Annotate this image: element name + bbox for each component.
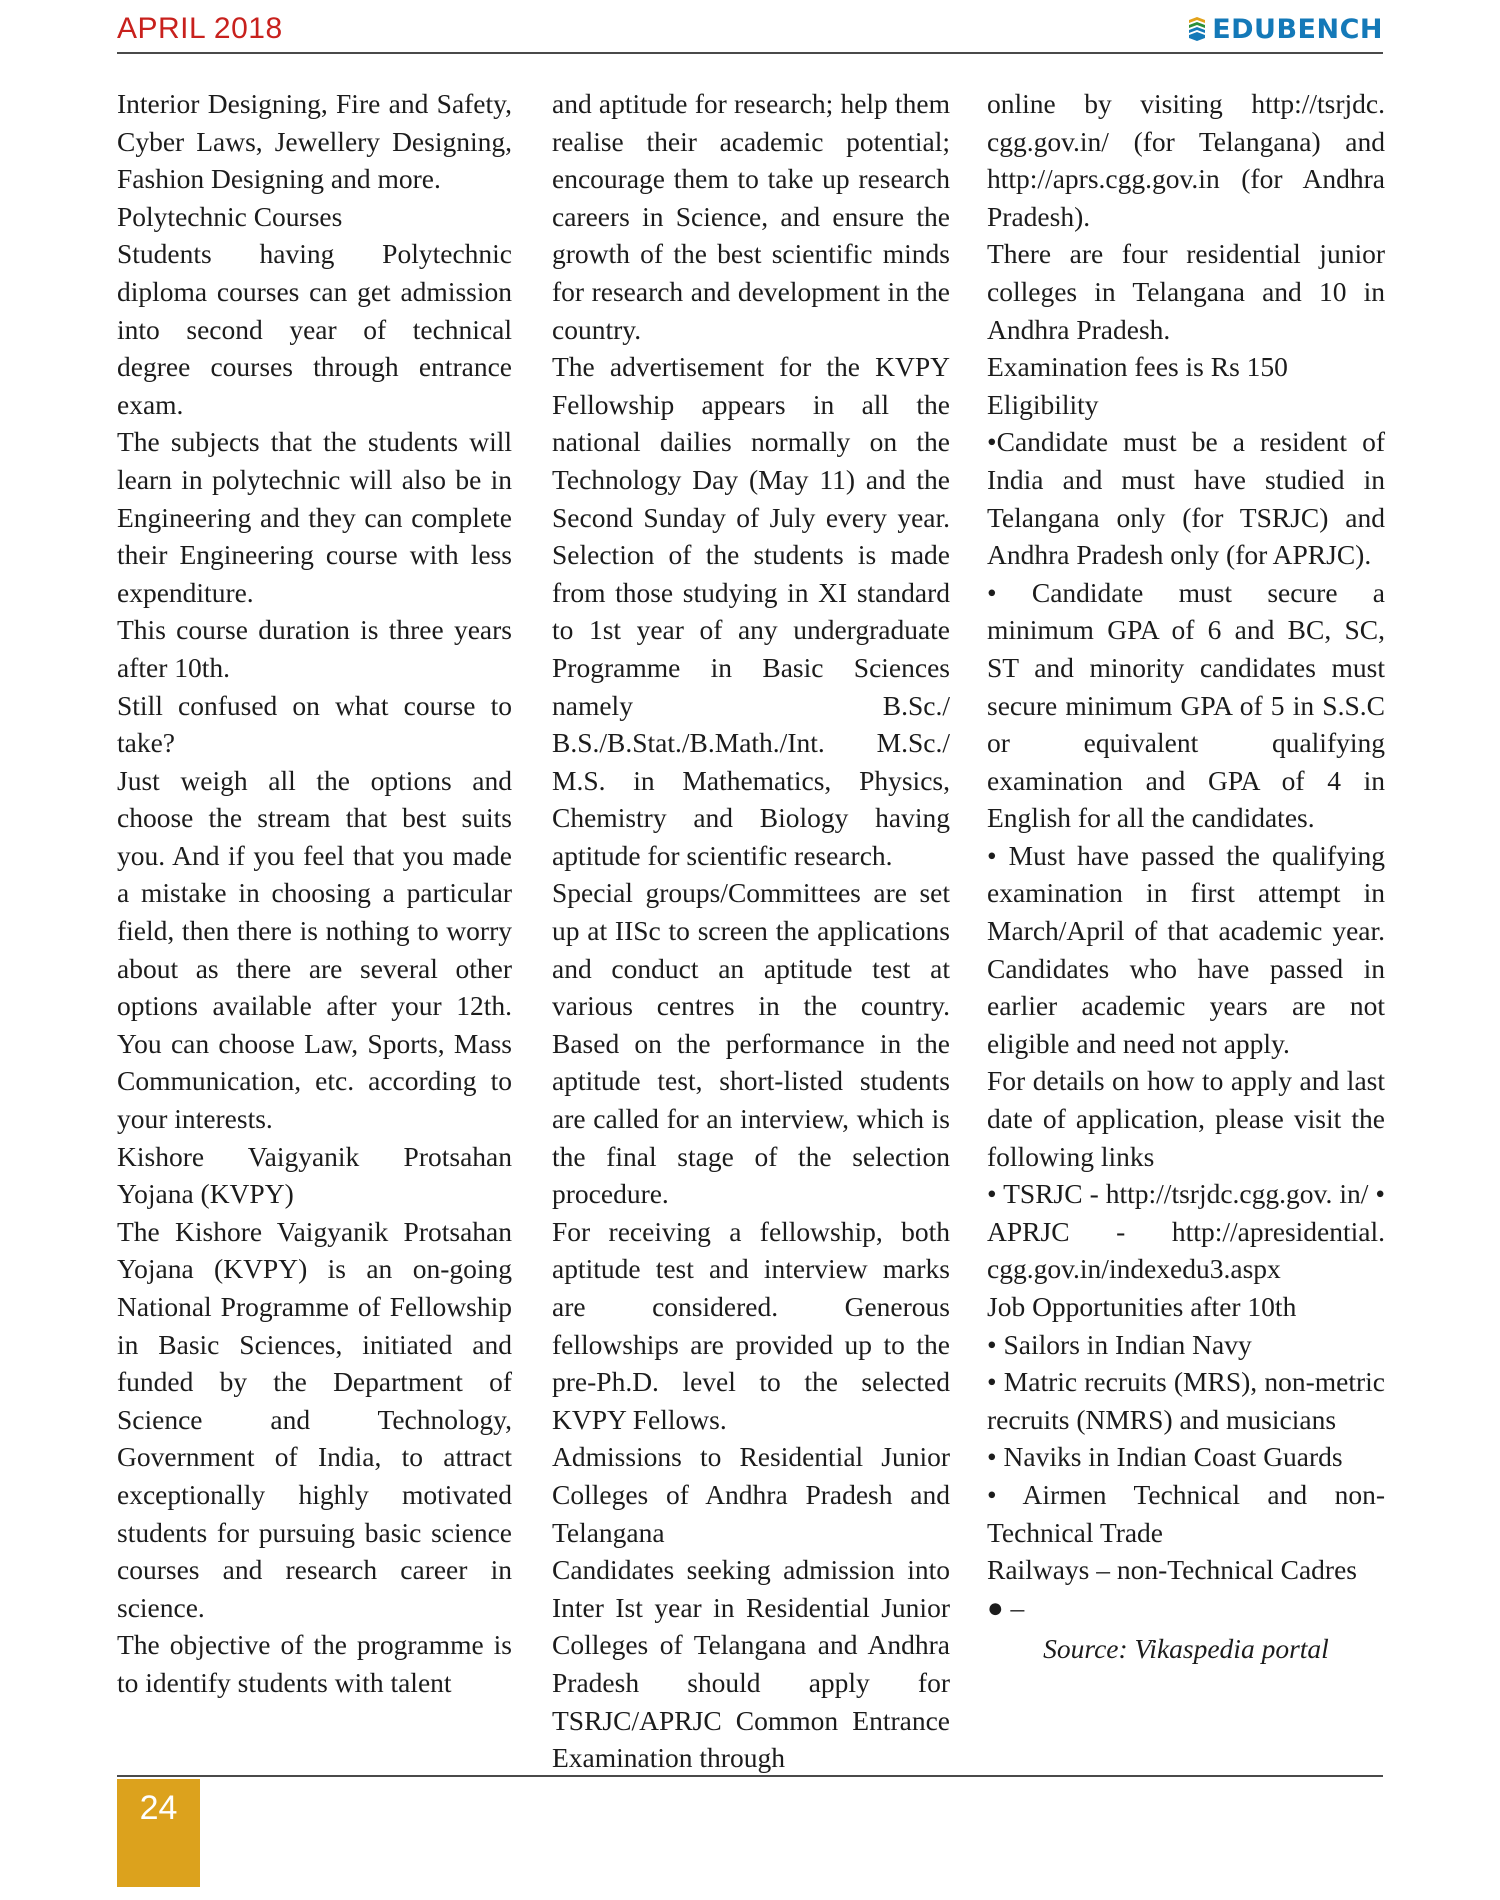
subheading-kvpy: Kishore Vaigyanik Protsahan Yojana (KVPY) xyxy=(117,1140,512,1210)
list-item: • Naviks in Indian Coast Guards xyxy=(987,1441,1343,1473)
paragraph: Just weigh all the options and choose the stream that best suits you. And if you feel that you made a mistake in choosing a particular field, then there is nothing to worry about as there are several other options available after your 12th. You can choose Law, Sports, Mass Communication, etc. according to your interests. xyxy=(117,764,512,1135)
subheading-confused: Still confused on what course to take? xyxy=(117,689,512,759)
source-credit: Source: Vikaspedia portal xyxy=(1043,1633,1329,1665)
list-item: • Candidate must secure a minimum GPA of 6 and BC, SC, ST and minority candidates must secure minimum GPA of 5 in S.S.C or equivalent qualifying examination and GPA of 4 in English for all the candidates. xyxy=(987,576,1385,834)
list-item: • Must have passed the qualifying examination in first attempt in March/April of that academic year. Candidates who have passed in earlier academic years are not eligible and need not apply. xyxy=(987,839,1385,1059)
paragraph: The Kishore Vaigyanik Protsahan Yojana (KVPY) is an on-going National Programme of Fellowship in Basic Sciences, initiated and funded by the Department of Science and Technology, Government of India, to attract exceptionally highly motivated students for pursuing basic science courses and research career in science. xyxy=(117,1215,512,1623)
paragraph: The objective of the programme is to identify students with talent xyxy=(117,1629,512,1698)
list-item: Railways – non-Technical Cadres xyxy=(987,1554,1357,1586)
brand xyxy=(1188,14,1383,45)
paragraph: This course duration is three years after 10th. xyxy=(117,614,512,683)
subheading-eligibility: Eligibility xyxy=(987,388,1099,420)
list-item: • TSRJC - http://tsrjdc.cgg.gov. in/ • APRJC - http://apresidential. cgg.gov.in/indexedu3.aspx xyxy=(987,1178,1385,1285)
paragraph: Candidates seeking admission into Inter Ist year in Residential Junior Colleges of Telangana and Andhra Pradesh should apply for TSRJC/APRJC Common Entrance Examination through xyxy=(552,1554,950,1774)
page-number: 24 xyxy=(139,1789,178,1827)
list-item: • Sailors in Indian Navy xyxy=(987,1328,1252,1360)
list-item: •Candidate must be a resident of India and must have studied in Telangana only (for TSRJC) and Andhra Pradesh only (for APRJC). xyxy=(987,426,1385,571)
brand-name: EDUBENCH xyxy=(1212,14,1383,45)
paragraph: online by visiting http://tsrjdc. cgg.gov.in/ (for Telangana) and http://aprs.cgg.gov.in (for Andhra Pradesh). xyxy=(987,88,1385,232)
paragraph: For receiving a fellowship, both aptitude test and interview marks are considered. Generous fellowships are provided up to the pre-Ph.D. level to the selected KVPY Fellows. xyxy=(552,1215,950,1435)
list-item: • Airmen Technical and non-Technical Trade xyxy=(987,1478,1385,1548)
issue-date: APRIL 2018 xyxy=(117,12,283,45)
paragraph: There are four residential junior colleges in Telangana and 10 in Andhra Pradesh. xyxy=(987,238,1385,345)
footer-divider xyxy=(117,1775,1383,1777)
list-item: • Matric recruits (MRS), non-metric recruits (NMRS) and musicians xyxy=(987,1366,1385,1435)
paragraph: The advertisement for the KVPY Fellowship appears in all the national dailies normally on the Technology Day (May 11) and the Second Sunday of July every year. Selection of the students is made from those studying in XI standard to 1st year of any undergraduate Programme in Basic Sciences namely B.Sc./ B.S./B.Stat./B.Math./Int. M.Sc./ M.S. in Mathematics, Physics, Chemistry and Biology having aptitude for scientific research. xyxy=(552,351,950,871)
subheading-residential-colleges: Admissions to Residential Junior Colleges of Andhra Pradesh and Telangana xyxy=(552,1441,950,1548)
paragraph: and aptitude for research; help them realise their academic potential; encourage them to take up research careers in Science, and ensure the growth of the best scientific minds for research and development in the country. xyxy=(552,88,950,345)
page-header xyxy=(117,8,1383,54)
paragraph: Interior Designing, Fire and Safety, Cyber Laws, Jewellery Designing, Fashion Designing and more. xyxy=(117,88,512,195)
subheading-polytechnic: Polytechnic Courses xyxy=(117,200,343,232)
list-item: ● – xyxy=(987,1591,1025,1623)
subheading-job-opportunities: Job Opportunities after 10th xyxy=(987,1291,1297,1322)
text-column-1 xyxy=(117,85,512,1775)
text-column-2 xyxy=(552,85,950,1775)
header-divider xyxy=(117,52,1383,54)
paragraph: The subjects that the students will learn in polytechnic will also be in Engineering and they can complete their Engineering course with less expenditure. xyxy=(117,426,512,608)
edubench-logo-icon xyxy=(1188,17,1206,43)
paragraph: Examination fees is Rs 150 xyxy=(987,351,1288,383)
paragraph: Special groups/Committees are set up at IISc to screen the applications and conduct an aptitude test at various centres in the country. Based on the performance in the aptitude test, short-listed students are called for an interview, which is the final stage of the selection procedure. xyxy=(552,877,950,1210)
page-number-box xyxy=(117,1779,200,1887)
paragraph: Students having Polytechnic diploma courses can get admission into second year of technical degree courses through entrance exam. xyxy=(117,238,512,420)
paragraph: For details on how to apply and last date of application, please visit the following links xyxy=(987,1065,1385,1172)
text-column-3 xyxy=(987,85,1385,1775)
